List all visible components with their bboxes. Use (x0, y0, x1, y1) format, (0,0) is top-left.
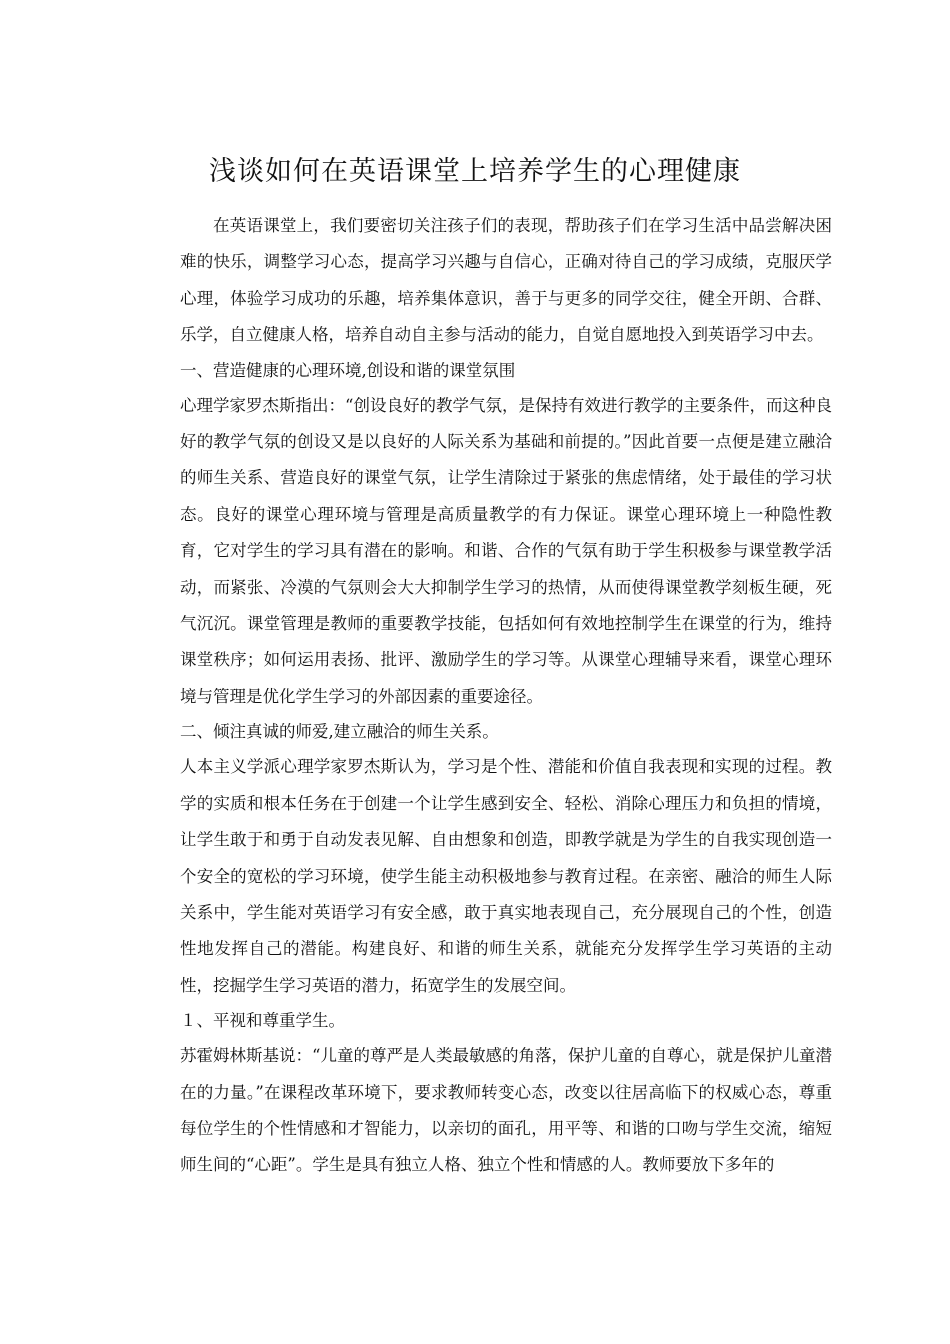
intro-paragraph: 在英语课堂上，我们要密切关注孩子们的表现，帮助孩子们在学习生活中品尝解决困难的快乐，调整学习心态，提高学习兴趣与自信心，正确对待自己的学习成绩，克服厌学心理，体验学习成功的乐趣，培养集体意识，善于与更多的同学交往，健全开朗、合群、乐学，自立健康人格，培养自动自主参与活动的能力，自觉自愿地投入到英语学习中去。 (180, 216, 832, 345)
section-heading-1: 一、营造健康的心理环境,创设和谐的课堂氛围 (180, 360, 516, 380)
subsection-1-paragraph: 苏霍姆林斯基说：“儿童的尊严是人类最敏感的角落，保护儿童的自尊心，就是保护儿童潜在的力量。”在课程改革环境下，要求教师转变心态，改变以往居高临下的权威心态，尊重每位学生的个性情感和才智能力，以亲切的面孔，用平等、和谐的口吻与学生交流，缩短师生间的“心距”。学生是具有独立人格、独立个性和情感的人。教师要放下多年的 (180, 1046, 832, 1175)
section-2-paragraph: 人本主义学派心理学家罗杰斯认为，学习是个性、潜能和价值自我表现和实现的过程。教学的实质和根本任务在于创建一个让学生感到安全、轻松、消除心理压力和负担的情境，让学生敢于和勇于自动发表见解、自由想象和创造，即教学就是为学生的自我实现创造一个安全的宽松的学习环境，使学生能主动积极地参与教育过程。在亲密、融洽的师生人际关系中，学生能对英语学习有安全感，敢于真实地表现自己，充分展现自己的个性，创造性地发挥自己的潜能。构建良好、和谐的师生关系，就能充分发挥学生学习英语的主动性，挖掘学生学习英语的潜力，拓宽学生的发展空间。 (180, 757, 832, 995)
document-title: 浅谈如何在英语课堂上培养学生的心理健康 (209, 156, 741, 187)
section-heading-2: 二、倾注真诚的师爱,建立融洽的师生关系。 (180, 722, 499, 742)
section-1-paragraph: 心理学家罗杰斯指出：“创设良好的教学气氛，是保持有效进行教学的主要条件，而这种良好的教学气氛的创设又是以良好的人际关系为基础和前提的。”因此首要一点便是建立融洽的师生关系、营造良好的课堂气氛，让学生清除过于紧张的焦虑情绪，处于最佳的学习状态。良好的课堂心理环境与管理是高质量教学的有力保证。课堂心理环境上一种隐性教育，它对学生的学习具有潜在的影响。和谐、合作的气氛有助于学生积极参与课堂教学活动，而紧张、冷漠的气氛则会大大抑制学生学习的热情，从而使得课堂教学刻板生硬，死气沉沉。课堂管理是教师的重要教学技能，包括如何有效地控制学生在课堂的行为，维持课堂秩序；如何运用表扬、批评、激励学生的学习等。从课堂心理辅导来看，课堂心理环境与管理是优化学生学习的外部因素的重要途径。 (180, 395, 832, 706)
subsection-heading-1: １、平视和尊重学生。 (180, 1011, 345, 1031)
document-body (180, 208, 832, 1184)
